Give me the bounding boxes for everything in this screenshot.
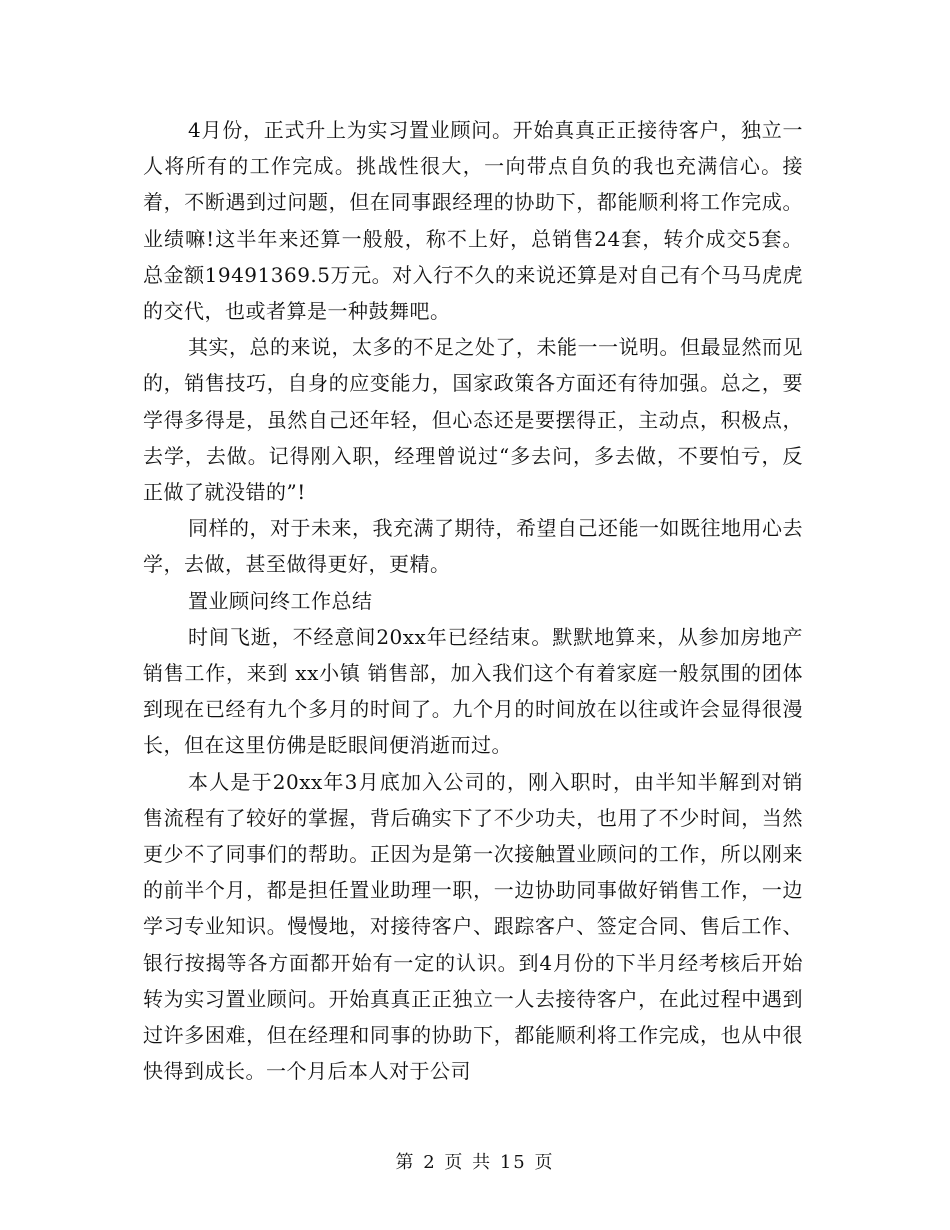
section-paragraph-2: 本人是于20xx年3月底加入公司的，刚入职时，由半知半解到对销售流程有了较好的掌握，背后确实下了不少功夫，也用了不少时间，当然更少不了同事们的帮助。正因为是第一次接触置业顾问的工作，所以刚来的前半个月，都是担任置业助理一职，一边协助同事做好销售工作，一边学习专业知识。慢慢地，对接待客户、跟踪客户、签定合同、售后工作、银行按揭等各方面都开始有一定的认识。到4月份的下半月经考核后开始转为实习置业顾问。开始真真正正独立一人去接待客户，在此过程中遇到过许多困难，但在经理和同事的协助下，都能顺利将工作完成，也从中很快得到成长。一个月后本人对于公司 [143,769,803,1084]
paragraph-1: 4月份，正式升上为实习置业顾问。开始真真正正接待客户，独立一人将所有的工作完成。挑战性很大，一向带点自负的我也充满信心。接着，不断遇到过问题，但在同事跟经理的协助下，都能顺利将工作完成。业绩嘛!这半年来还算一般般，称不上好，总销售24套，转介成交5套。总金额19491369.5万元。对入行不久的来说还算是对自己有个马马虎虎的交代，也或者算是一种鼓舞吧。 [143,118,803,324]
paragraph-2: 其实，总的来说，太多的不足之处了，未能一一说明。但最显然而见的，销售技巧，自身的应变能力，国家政策各方面还有待加强。总之，要学得多得是，虽然自己还年轻，但心态还是要摆得正，主动点，积极点，去学，去做。记得刚入职，经理曾说过“多去问，多去做，不要怕亏，反正做了就没错的”! [143,335,803,505]
section-title: 置业顾问终工作总结 [188,588,373,613]
page-number-footer: 第 2 页 共 15 页 [395,1152,555,1173]
paragraph-3: 同样的，对于未来，我充满了期待，希望自己还能一如既往地用心去学，去做，甚至做得更好，更精。 [143,516,803,577]
section-paragraph-1: 时间飞逝，不经意间20xx年已经结束。默默地算来，从参加房地产销售工作，来到 xx小镇 销售部，加入我们这个有着家庭一般氛围的团体到现在已经有九个多月的时间了。九个月的时间放在以往或许会显得很漫长，但在这里仿佛是眨眼间便消逝而过。 [143,624,803,758]
document-body [143,112,803,1089]
